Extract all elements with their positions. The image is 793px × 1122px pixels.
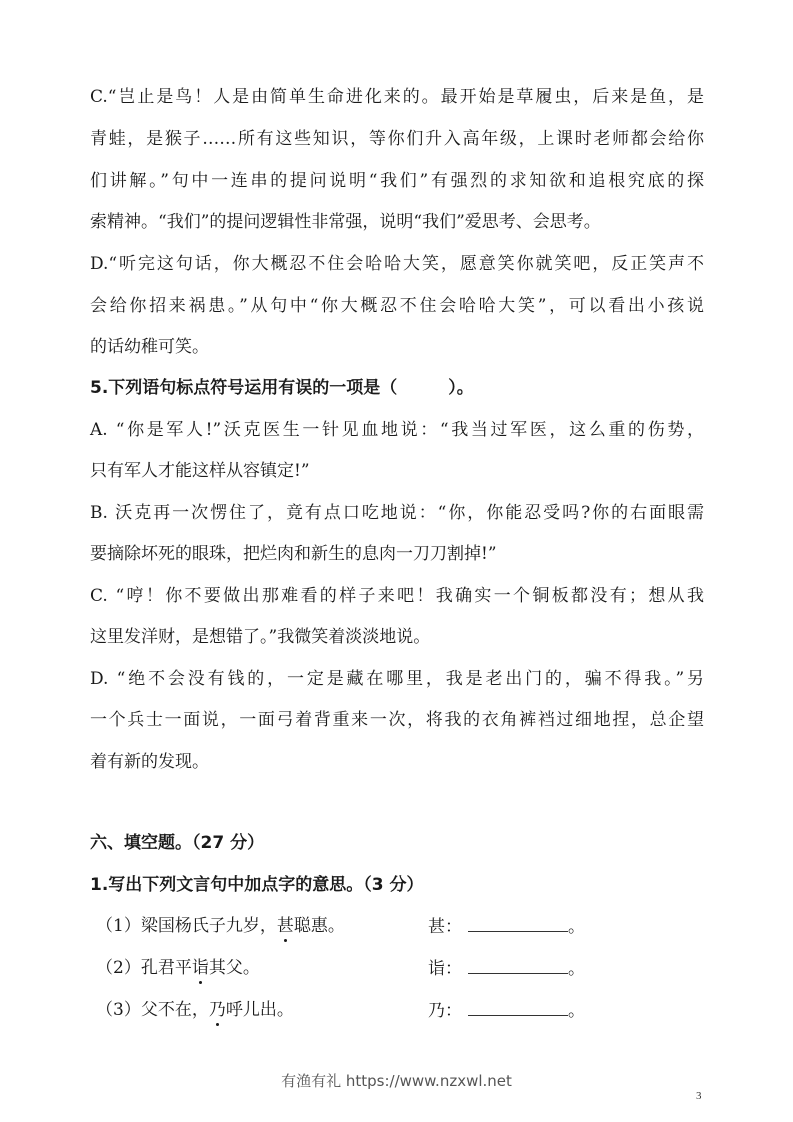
text-line: C.“岂止是鸟！人是由简单生命进化来的。最开始是草履虫，后来是鱼，是 [90,87,704,107]
footer-watermark: 有渔有礼 https://www.nzxwl.net [281,1072,512,1090]
answer-end: 。 [568,1001,585,1021]
dotted-character: 诣 [191,958,209,978]
text-line: 们讲解。”句中一连串的提问说明“我们”有强烈的求知欲和追根究底的探 [90,171,704,191]
text-line: 着有新的发现。 [90,752,209,772]
answer-label: 乃： [428,1001,462,1021]
sentence-prefix: （3）父不在， [96,1000,209,1020]
answer-blank[interactable] [468,957,568,974]
text-line: 这里发洋财，是想错了。”我微笑着淡淡地说。 [90,627,431,647]
text-line: 会给你招来祸患。”从句中“你大概忍不住会哈哈大笑”，可以看出小孩说 [90,296,704,316]
text-line: 索精神。“我们”的提问逻辑性非常强，说明“我们”爱思考、会思考。 [90,212,601,232]
question-5-title: 5.下列语句标点符号运用有误的一项是（ ）。 [90,378,474,398]
text-line: A. “你是军人!”沃克医生一针见血地说：“我当过军医，这么重的伤势， [90,420,704,440]
sentence-suffix: 呼儿出。 [225,1000,294,1020]
text-line: D.“听完这句话，你大概忍不住会哈哈大笑，愿意笑你就笑吧，反正笑声不 [90,254,704,274]
text-line: 只有军人才能这样从容镇定!” [90,461,310,481]
section-6-title: 六、填空题。（27 分） [90,833,265,853]
sentence-suffix: 聪惠。 [293,916,345,936]
answer-label: 诣： [428,959,462,979]
question-6-1-title: 1.写出下列文言句中加点字的意思。（3 分） [90,875,424,895]
text-line: 要摘除坏死的眼珠，把烂肉和新生的息肉一刀刀割掉!” [90,544,497,564]
text-line: 青蛙，是猴子……所有这些知识，等你们升入高年级，上课时老师都会给你 [90,129,704,149]
sentence-prefix: （2）孔君平 [96,958,192,978]
dotted-character: 乃 [208,1000,226,1020]
answer-blank[interactable] [468,999,568,1016]
answer-label: 甚： [428,917,462,937]
answer-end: 。 [568,917,585,937]
text-line: D. “绝不会没有钱的，一定是藏在哪里，我是老出门的，骗不得我。”另 [90,669,704,689]
answer-end: 。 [568,959,585,979]
page-number: 3 [696,1090,702,1102]
text-line: B. 沃克再一次愣住了，竟有点口吃地说：“你，你能忍受吗?你的右面眼需 [90,503,704,523]
text-line: 的话幼稚可笑。 [90,337,209,357]
answer-blank[interactable] [468,915,568,932]
sentence-suffix: 其父。 [208,958,260,978]
text-line: 一个兵士一面说，一面弓着背重来一次，将我的衣角裤裆过细地捏，总企望 [90,710,704,730]
dotted-character: 甚 [276,916,294,936]
text-line: C. “哼！你不要做出那难看的样子来吧！我确实一个铜板都没有；想从我 [90,586,704,606]
sentence-prefix: （1）梁国杨氏子九岁， [96,916,277,936]
